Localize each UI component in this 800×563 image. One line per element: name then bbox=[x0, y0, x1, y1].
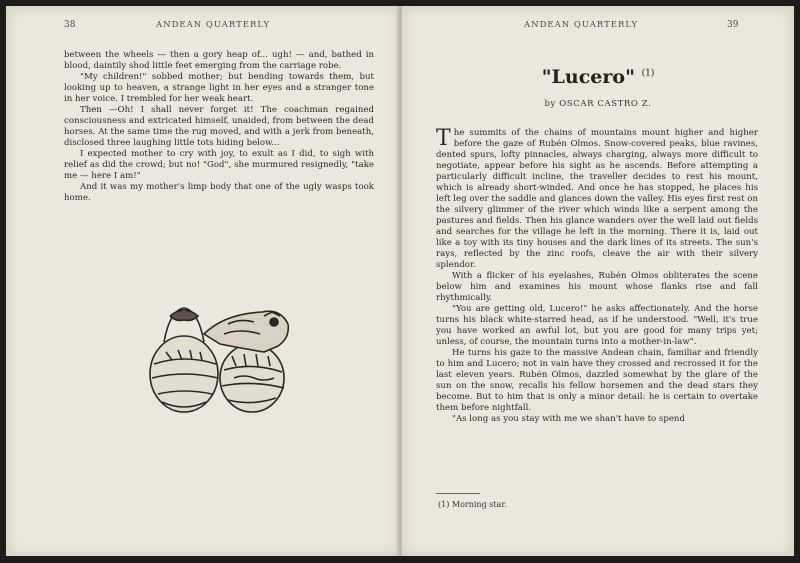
drop-cap: T bbox=[436, 126, 451, 151]
left-page-number: 38 bbox=[64, 20, 76, 30]
right-paragraph-5: "As long as you stay with me we shan't have to spend bbox=[452, 414, 685, 424]
footnote: (1) Morning star. bbox=[438, 500, 507, 509]
left-paragraph-5: And it was my mother's limp body that one of the ugly wasps took home. bbox=[64, 182, 374, 203]
right-paragraph-4: He turns his gaze to the massive Andean chain, familiar and friendly to him and Lucero; not in vain have they crossed and recrossed it for the last eleven years. Rubén Olmos, dazzled somewhat by the glare of the sun on the snow, recalls his fellow horsemen and the dead stars they become. But to him that is only a minor detail: he is certain to overtake them before nightfall. bbox=[436, 348, 758, 413]
left-body-text bbox=[64, 50, 374, 204]
story-byline: by OSCAR CASTRO Z. bbox=[544, 99, 652, 109]
story-title bbox=[402, 66, 794, 88]
left-running-head: ANDEAN QUARTERLY bbox=[156, 20, 271, 30]
left-paragraph-4: I expected mother to cry with joy, to exult as I did, to sigh with relief as did the crowd; but no! "God", she murmured resignedly, "take me — here I am!" bbox=[64, 149, 374, 181]
left-paragraph-1: between the wheels — then a gory heap of... ugh! — and, bathed in blood, daintily shod little feet emerging from the carriage robe. bbox=[64, 50, 374, 71]
right-page bbox=[402, 6, 794, 556]
left-paragraph-3: Then —Oh! I shall never forget it! The coachman regained consciousness and extricated himself, unaided, from between the dead horses. At the same time the rug moved, and with a jerk from beneath, disclosed three laughing little tots hiding below... bbox=[64, 105, 374, 148]
right-page-number: 39 bbox=[727, 20, 739, 30]
right-running-head: ANDEAN QUARTERLY bbox=[524, 20, 639, 30]
right-paragraph-3: "You are getting old, Lucero!" he asks affectionately. And the horse turns his black white-starred head, as if he understood. "Well, it's true you have worked an awful lot, but you are good for many trips yet; unless, of course, the mountain turns into a mother-in-law". bbox=[436, 304, 758, 347]
right-paragraph-1 bbox=[436, 128, 758, 271]
right-paragraph-2: With a flicker of his eyelashes, Rubén Olmos obliterates the scene below him and examines his mount whose flanks rise and fall rhythmically. bbox=[436, 271, 758, 303]
right-body-text bbox=[436, 128, 758, 425]
left-page bbox=[6, 6, 400, 556]
title-footnote-marker: (1) bbox=[641, 68, 655, 79]
footnote-rule bbox=[436, 493, 480, 494]
left-paragraph-2: "My children!" sobbed mother; but bending towards them, but looking up to heaven, a strange light in her eyes and a stranger tone in her voice. I trembled for her weak heart. bbox=[64, 72, 374, 104]
story-title-text: "Lucero" bbox=[541, 66, 635, 88]
pottery-jugs-illustration bbox=[144, 294, 294, 424]
right-paragraph-1-text: he summits of the chains of mountains mount higher and higher before the gaze of Rubén Olmos. Snow-covered peaks, blue ravines, dented spurs, lofty pinnacles, always charging, always more difficult to negotiate, appear before his sight as he ascends. Before attempting a particularly difficult incline, the traveller decides to rest his mount, which is already short-winded. And once he has stopped, he places his left leg over the saddle and glances down the valley. His eyes first rest on the silvery glimmer of the river which winds like a serpent among the pastures and fields. Then his glance wanders over the well laid out fields and searches for the village he left in the morning. There it is, laid out like a toy with its tiny houses and the dark lines of its streets. The sun's rays, reflected by the zinc roofs, cleave the air with their silvery splendor. bbox=[436, 128, 758, 270]
